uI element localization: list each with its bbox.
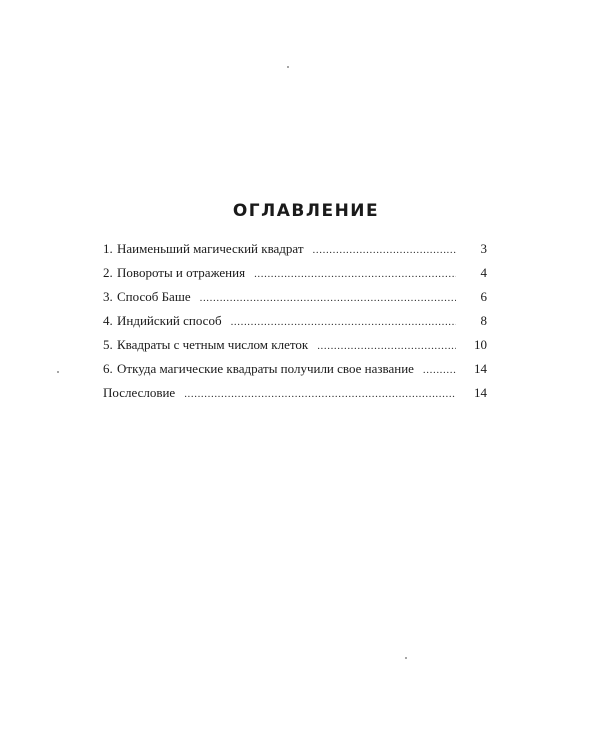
toc-page-number: 4 [480, 265, 487, 280]
toc-page-number: 10 [474, 337, 487, 352]
toc-page-number: 14 [474, 385, 487, 400]
toc-entry[interactable] [103, 289, 487, 313]
toc-entry-number: 4. [103, 313, 113, 328]
toc-entry-number: 3. [103, 289, 113, 304]
toc-entry-number: 1. [103, 241, 113, 256]
toc-page-number: 6 [480, 289, 487, 304]
toc-entry-title: Откуда магические квадраты получили свое название [117, 361, 414, 376]
dot-leader [231, 316, 456, 328]
dot-leader [200, 292, 456, 304]
toc-entry-title: Наименьший магический квадрат [117, 241, 304, 256]
scan-speck [57, 371, 59, 373]
dot-leader [184, 388, 456, 400]
toc-entry-title: Индийский способ [117, 313, 222, 328]
toc-page-number: 14 [474, 361, 487, 376]
toc-entry[interactable] [103, 337, 487, 361]
toc-entry[interactable] [103, 241, 487, 265]
toc-entry[interactable] [103, 385, 487, 409]
table-of-contents [103, 241, 487, 409]
dot-leader [313, 244, 456, 256]
scan-speck [287, 66, 289, 68]
toc-page-number: 8 [480, 313, 487, 328]
page-title: ОГЛАВЛЕНИЕ [232, 201, 380, 221]
dot-leader [317, 340, 456, 352]
toc-entry-number: 2. [103, 265, 113, 280]
toc-entry-title: Послесловие [103, 385, 176, 400]
toc-entry[interactable] [103, 265, 487, 289]
toc-entry-number: 5. [103, 337, 113, 352]
dot-leader [423, 364, 456, 376]
toc-page-number: 3 [480, 241, 487, 256]
toc-entry-title: Способ Баше [117, 289, 191, 304]
toc-entry[interactable] [103, 313, 487, 337]
toc-entry-number: 6. [103, 361, 113, 376]
dot-leader [254, 268, 456, 280]
toc-entry[interactable] [103, 361, 487, 385]
scan-speck [405, 657, 407, 659]
toc-entry-title: Квадраты с четным числом клеток [117, 337, 309, 352]
toc-entry-title: Повороты и отражения [117, 265, 246, 280]
